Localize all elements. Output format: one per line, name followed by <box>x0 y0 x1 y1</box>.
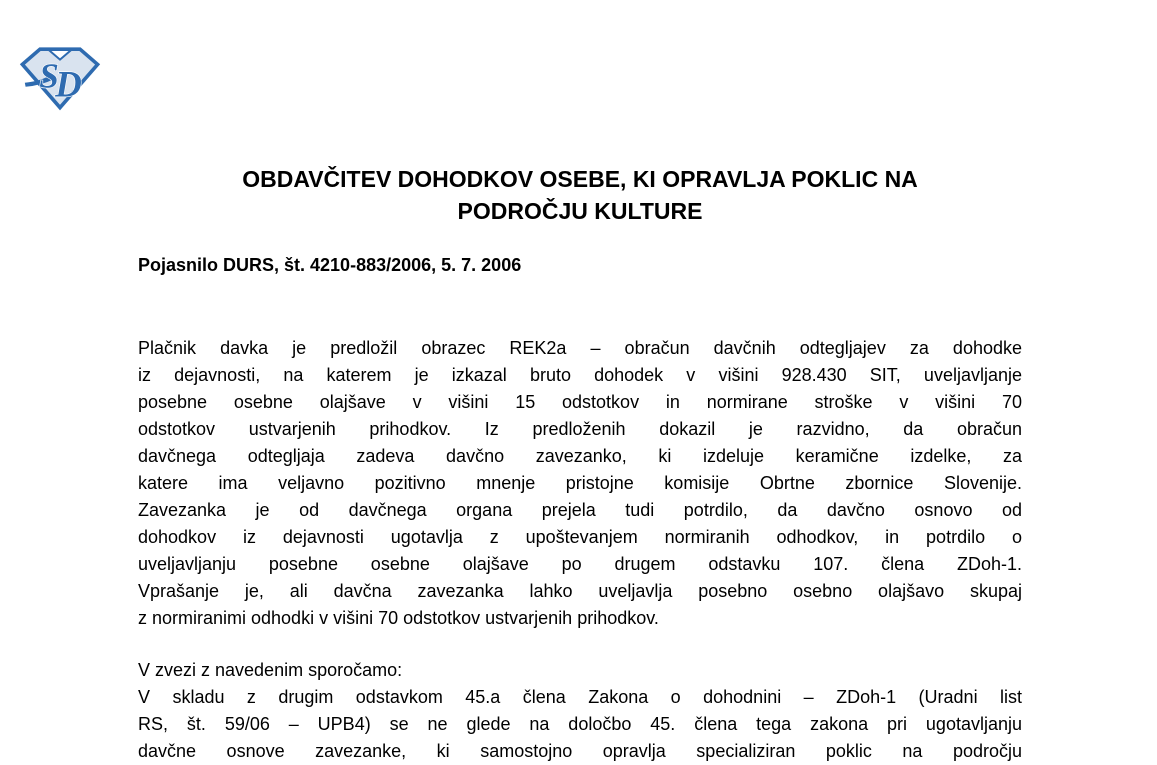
text-line: posebne osebne olajšave v višini 15 odstotkov in normirane stroške v višini 70 <box>138 392 1022 412</box>
document-title <box>138 163 1022 227</box>
text-line: katere ima veljavno pozitivno mnenje pristojne komisije Obrtne zbornice Slovenije. <box>138 473 1022 493</box>
text-line: davčnega odtegljaja zadeva davčno zavezanko, ki izdeluje keramične izdelke, za <box>138 446 1022 466</box>
text-line: Vprašanje je, ali davčna zavezanka lahko uveljavlja posebno osebno olajšavo skupaj <box>138 581 1022 601</box>
body-paragraph-2 <box>138 684 1022 765</box>
text-line: odstotkov ustvarjenih prihodkov. Iz predloženih dokazil je razvidno, da obračun <box>138 419 1022 439</box>
sd-shield-logo <box>20 46 100 110</box>
logo-letter-s: S <box>39 56 59 96</box>
text-line: OBDAVČITEV DOHODKOV OSEBE, KI OPRAVLJA POKLIC NA <box>242 166 918 192</box>
text-line: Plačnik davka je predložil obrazec REK2a – obračun davčnih odtegljajev za dohodke <box>138 338 1022 358</box>
text-line: Zavezanka je od davčnega organa prejela tudi potrdilo, da davčno osnovo od <box>138 500 1022 520</box>
text-line: V skladu z drugim odstavkom 45.a člena Zakona o dohodnini – ZDoh-1 (Uradni list <box>138 687 1022 707</box>
text-line: RS, št. 59/06 – UPB4) se ne glede na določbo 45. člena tega zakona pri ugotavljanju <box>138 714 1022 734</box>
text-line: davčne osnove zavezanke, ki samostojno opravlja specializiran poklic na področju <box>138 741 1022 761</box>
body-paragraph-1 <box>138 335 1022 632</box>
text-line: dohodkov iz dejavnosti ugotavlja z upoštevanjem normiranih odhodkov, in potrdilo o <box>138 527 1022 547</box>
text-line: V zvezi z navedenim sporočamo: <box>138 660 403 680</box>
text-line: uveljavljanju posebne osebne olajšave po drugem odstavku 107. člena ZDoh-1. <box>138 554 1022 574</box>
reference-line: Pojasnilo DURS, št. 4210-883/2006, 5. 7. 2006 <box>138 255 522 275</box>
intro-line <box>138 657 1022 684</box>
logo-letter-d: D <box>55 63 82 105</box>
text-line: z normiranimi odhodki v višini 70 odstotkov ustvarjenih prihodkov. <box>138 608 659 628</box>
text-line: iz dejavnosti, na katerem je izkazal bruto dohodek v višini 928.430 SIT, uveljavljanje <box>138 365 1022 385</box>
text-line: PODROČJU KULTURE <box>457 198 703 224</box>
